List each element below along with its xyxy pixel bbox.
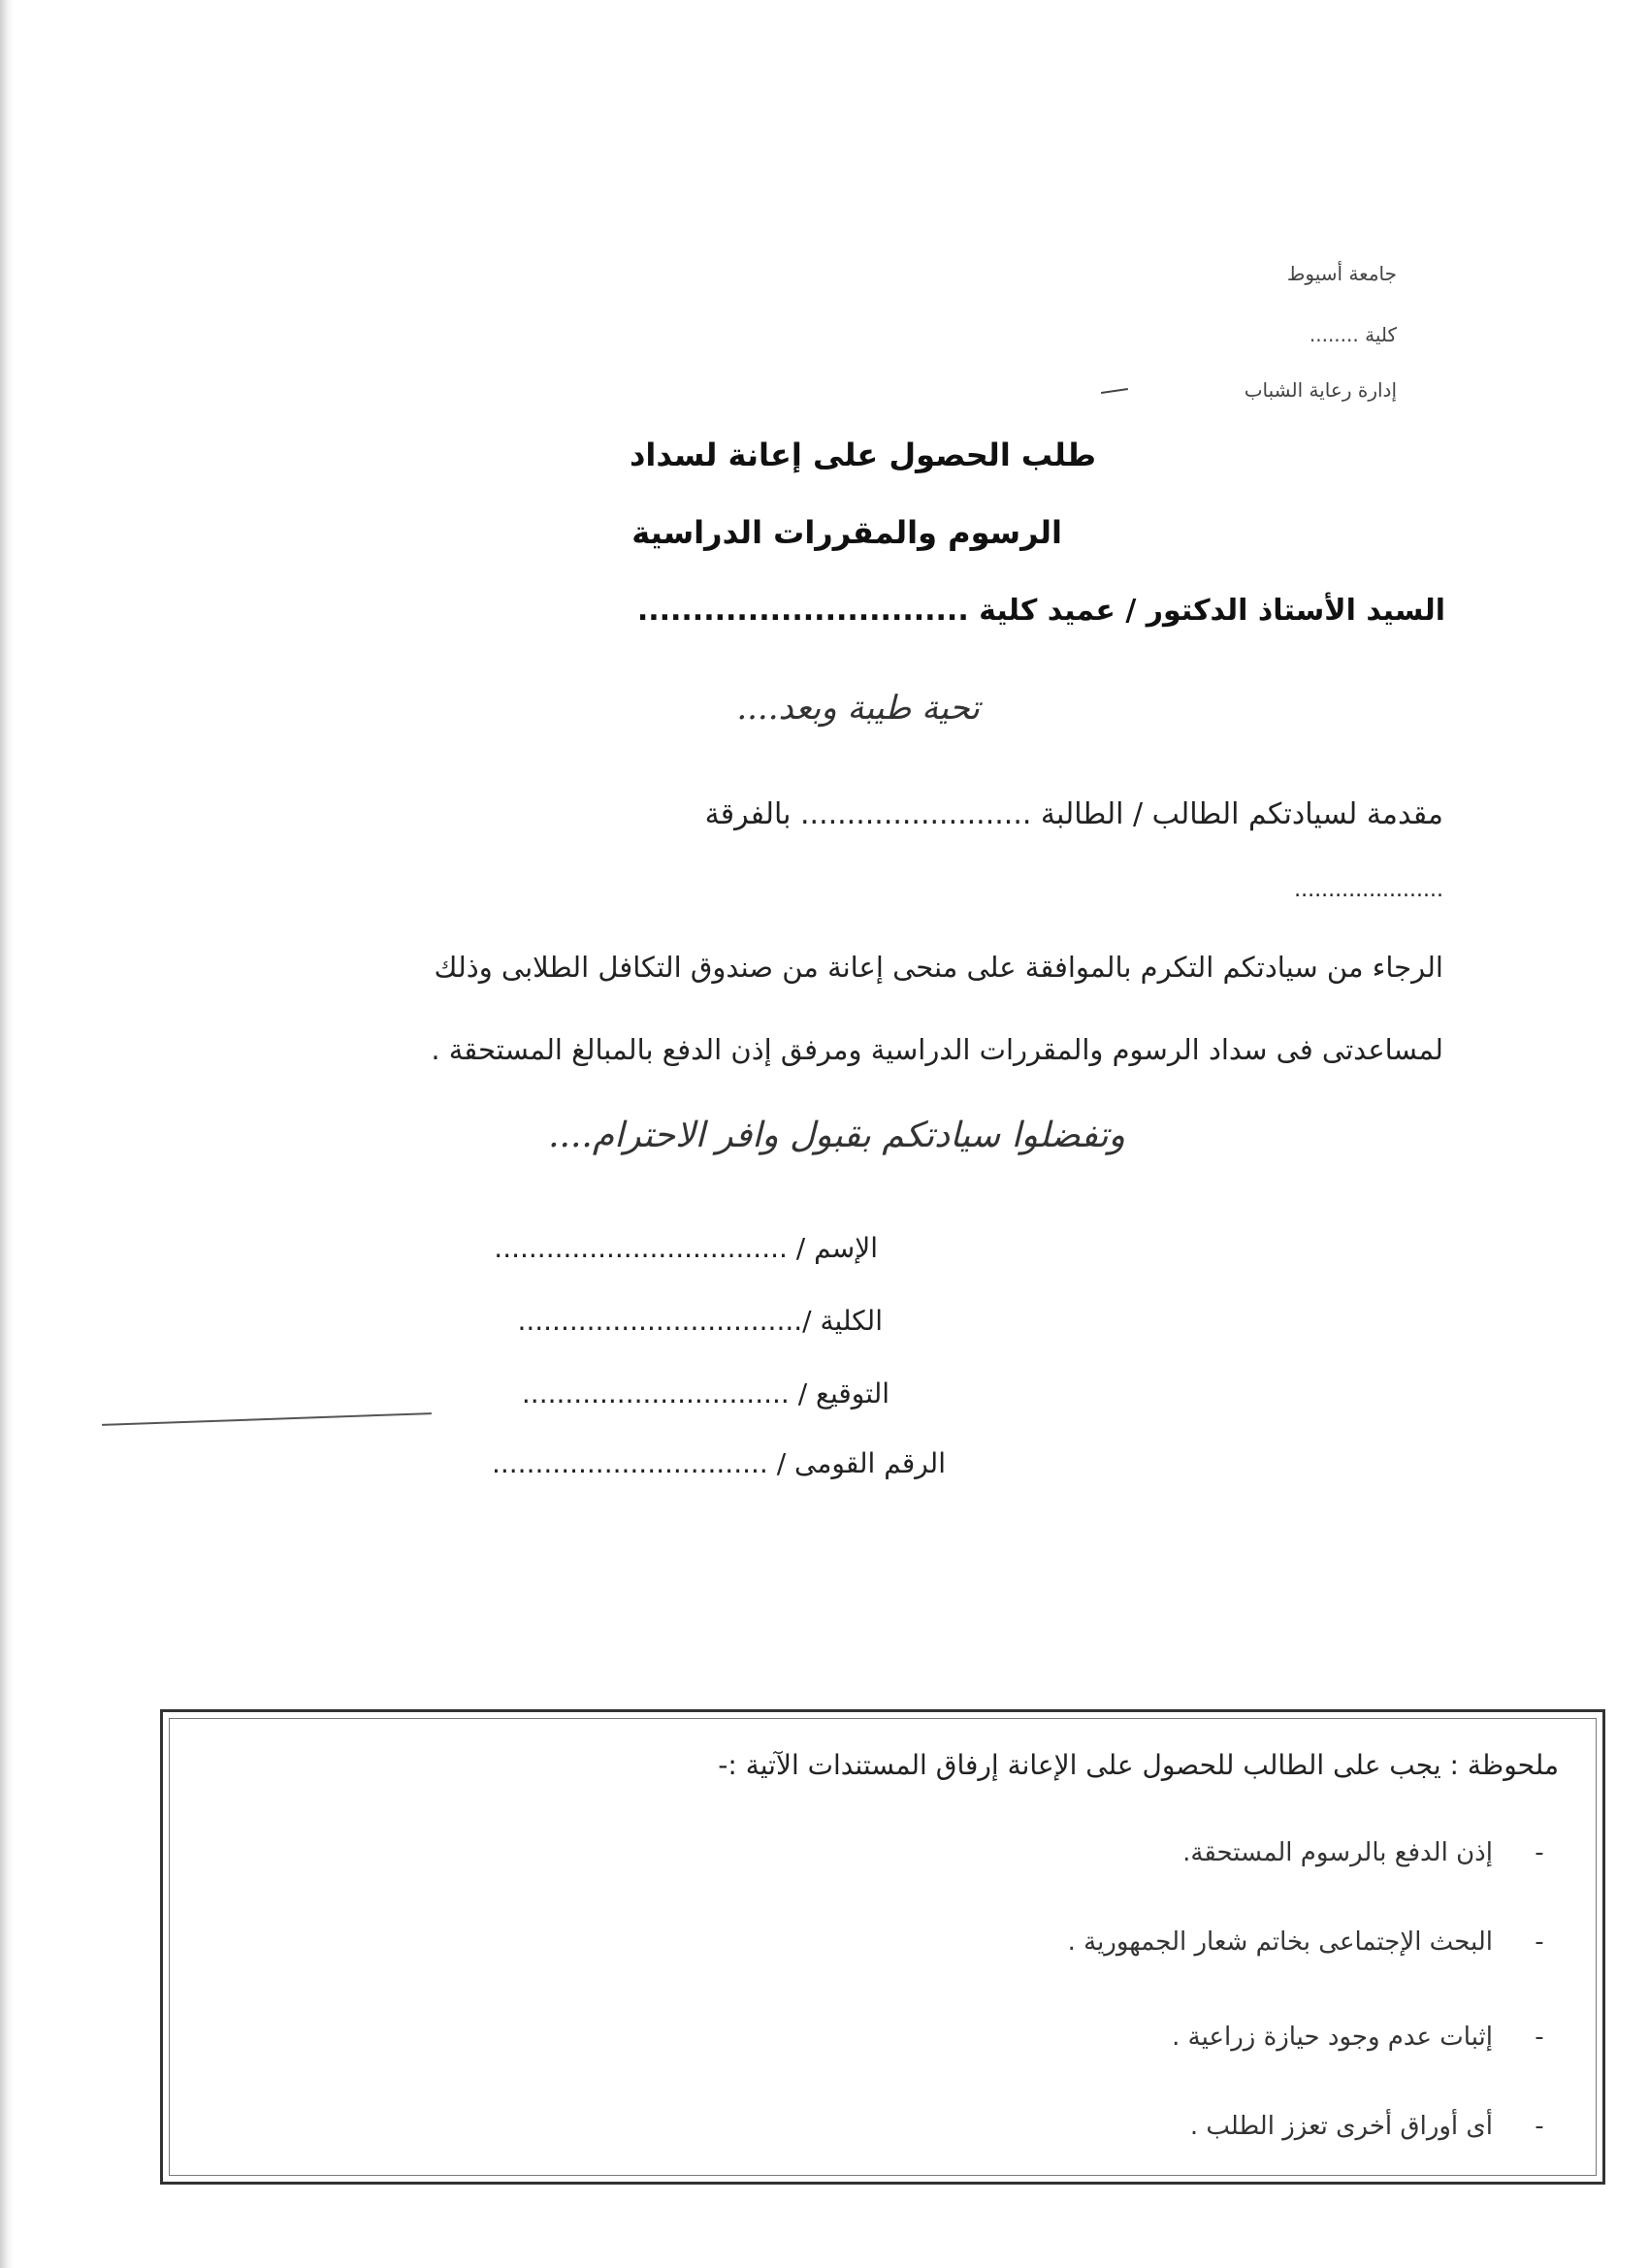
note-item	[1068, 1928, 1559, 1957]
body-line-3: الرجاء من سيادتكم التكرم بالموافقة على منحى إعانة من صندوق التكافل الطلابى وذلك	[434, 951, 1443, 984]
national-id-field: الرقم القومى / ................................	[491, 1447, 946, 1479]
bullet-dash: -	[1535, 2023, 1544, 2052]
body-line-1: مقدمة لسيادتكم الطالب / الطالبة ......................... بالفرقة	[704, 797, 1443, 831]
body-line-2: ......................	[1294, 878, 1443, 902]
note-item	[1172, 2023, 1559, 2052]
bullet-dash: -	[1535, 1928, 1544, 1957]
note-item-text: أى أوراق أخرى تعزز الطلب .	[1189, 2112, 1493, 2141]
addressee-line: السيد الأستاذ الدكتور / عميد كلية ..............................	[636, 594, 1445, 628]
form-title-line-2: الرسوم والمقررات الدراسية	[631, 514, 1062, 551]
note-item	[1182, 1838, 1559, 1867]
handwritten-greeting: تحية طيبة وبعد....	[736, 689, 980, 728]
handwritten-closing: وتفضلوا سيادتكم بقبول وافر الاحترام....	[548, 1116, 1125, 1155]
scan-edge-shadow	[0, 0, 14, 2268]
faculty-field: الكلية /.................................	[517, 1305, 883, 1337]
name-field: الإسم / ..................................	[494, 1232, 878, 1264]
note-item-text: إثبات عدم وجود حيازة زراعية .	[1172, 2023, 1493, 2052]
bullet-dash: -	[1535, 2112, 1544, 2141]
bullet-dash: -	[1535, 1838, 1544, 1867]
signature-stroke	[102, 1412, 432, 1426]
note-item-text: إذن الدفع بالرسوم المستحقة.	[1182, 1838, 1493, 1867]
note-item-text: البحث الإجتماعى بخاتم شعار الجمهورية .	[1067, 1928, 1493, 1957]
pen-mark	[1101, 388, 1128, 394]
note-item	[1190, 2112, 1559, 2141]
university-name: جامعة أسيوط	[1286, 262, 1397, 285]
note-heading: ملحوظة : يجب على الطالب للحصول على الإعانة إرفاق المستندات الآتية :-	[718, 1749, 1559, 1781]
signature-field: التوقيع / ...............................	[521, 1377, 889, 1409]
body-line-4: لمساعدتى فى سداد الرسوم والمقررات الدراسية ومرفق إذن الدفع بالمبالغ المستحقة .	[431, 1033, 1443, 1066]
department-name: إدارة رعاية الشباب	[1244, 378, 1397, 402]
form-title-line-1: طلب الحصول على إعانة لسداد	[629, 437, 1096, 473]
note-box	[160, 1709, 1605, 2185]
faculty-line: كلية ........	[1309, 323, 1397, 346]
